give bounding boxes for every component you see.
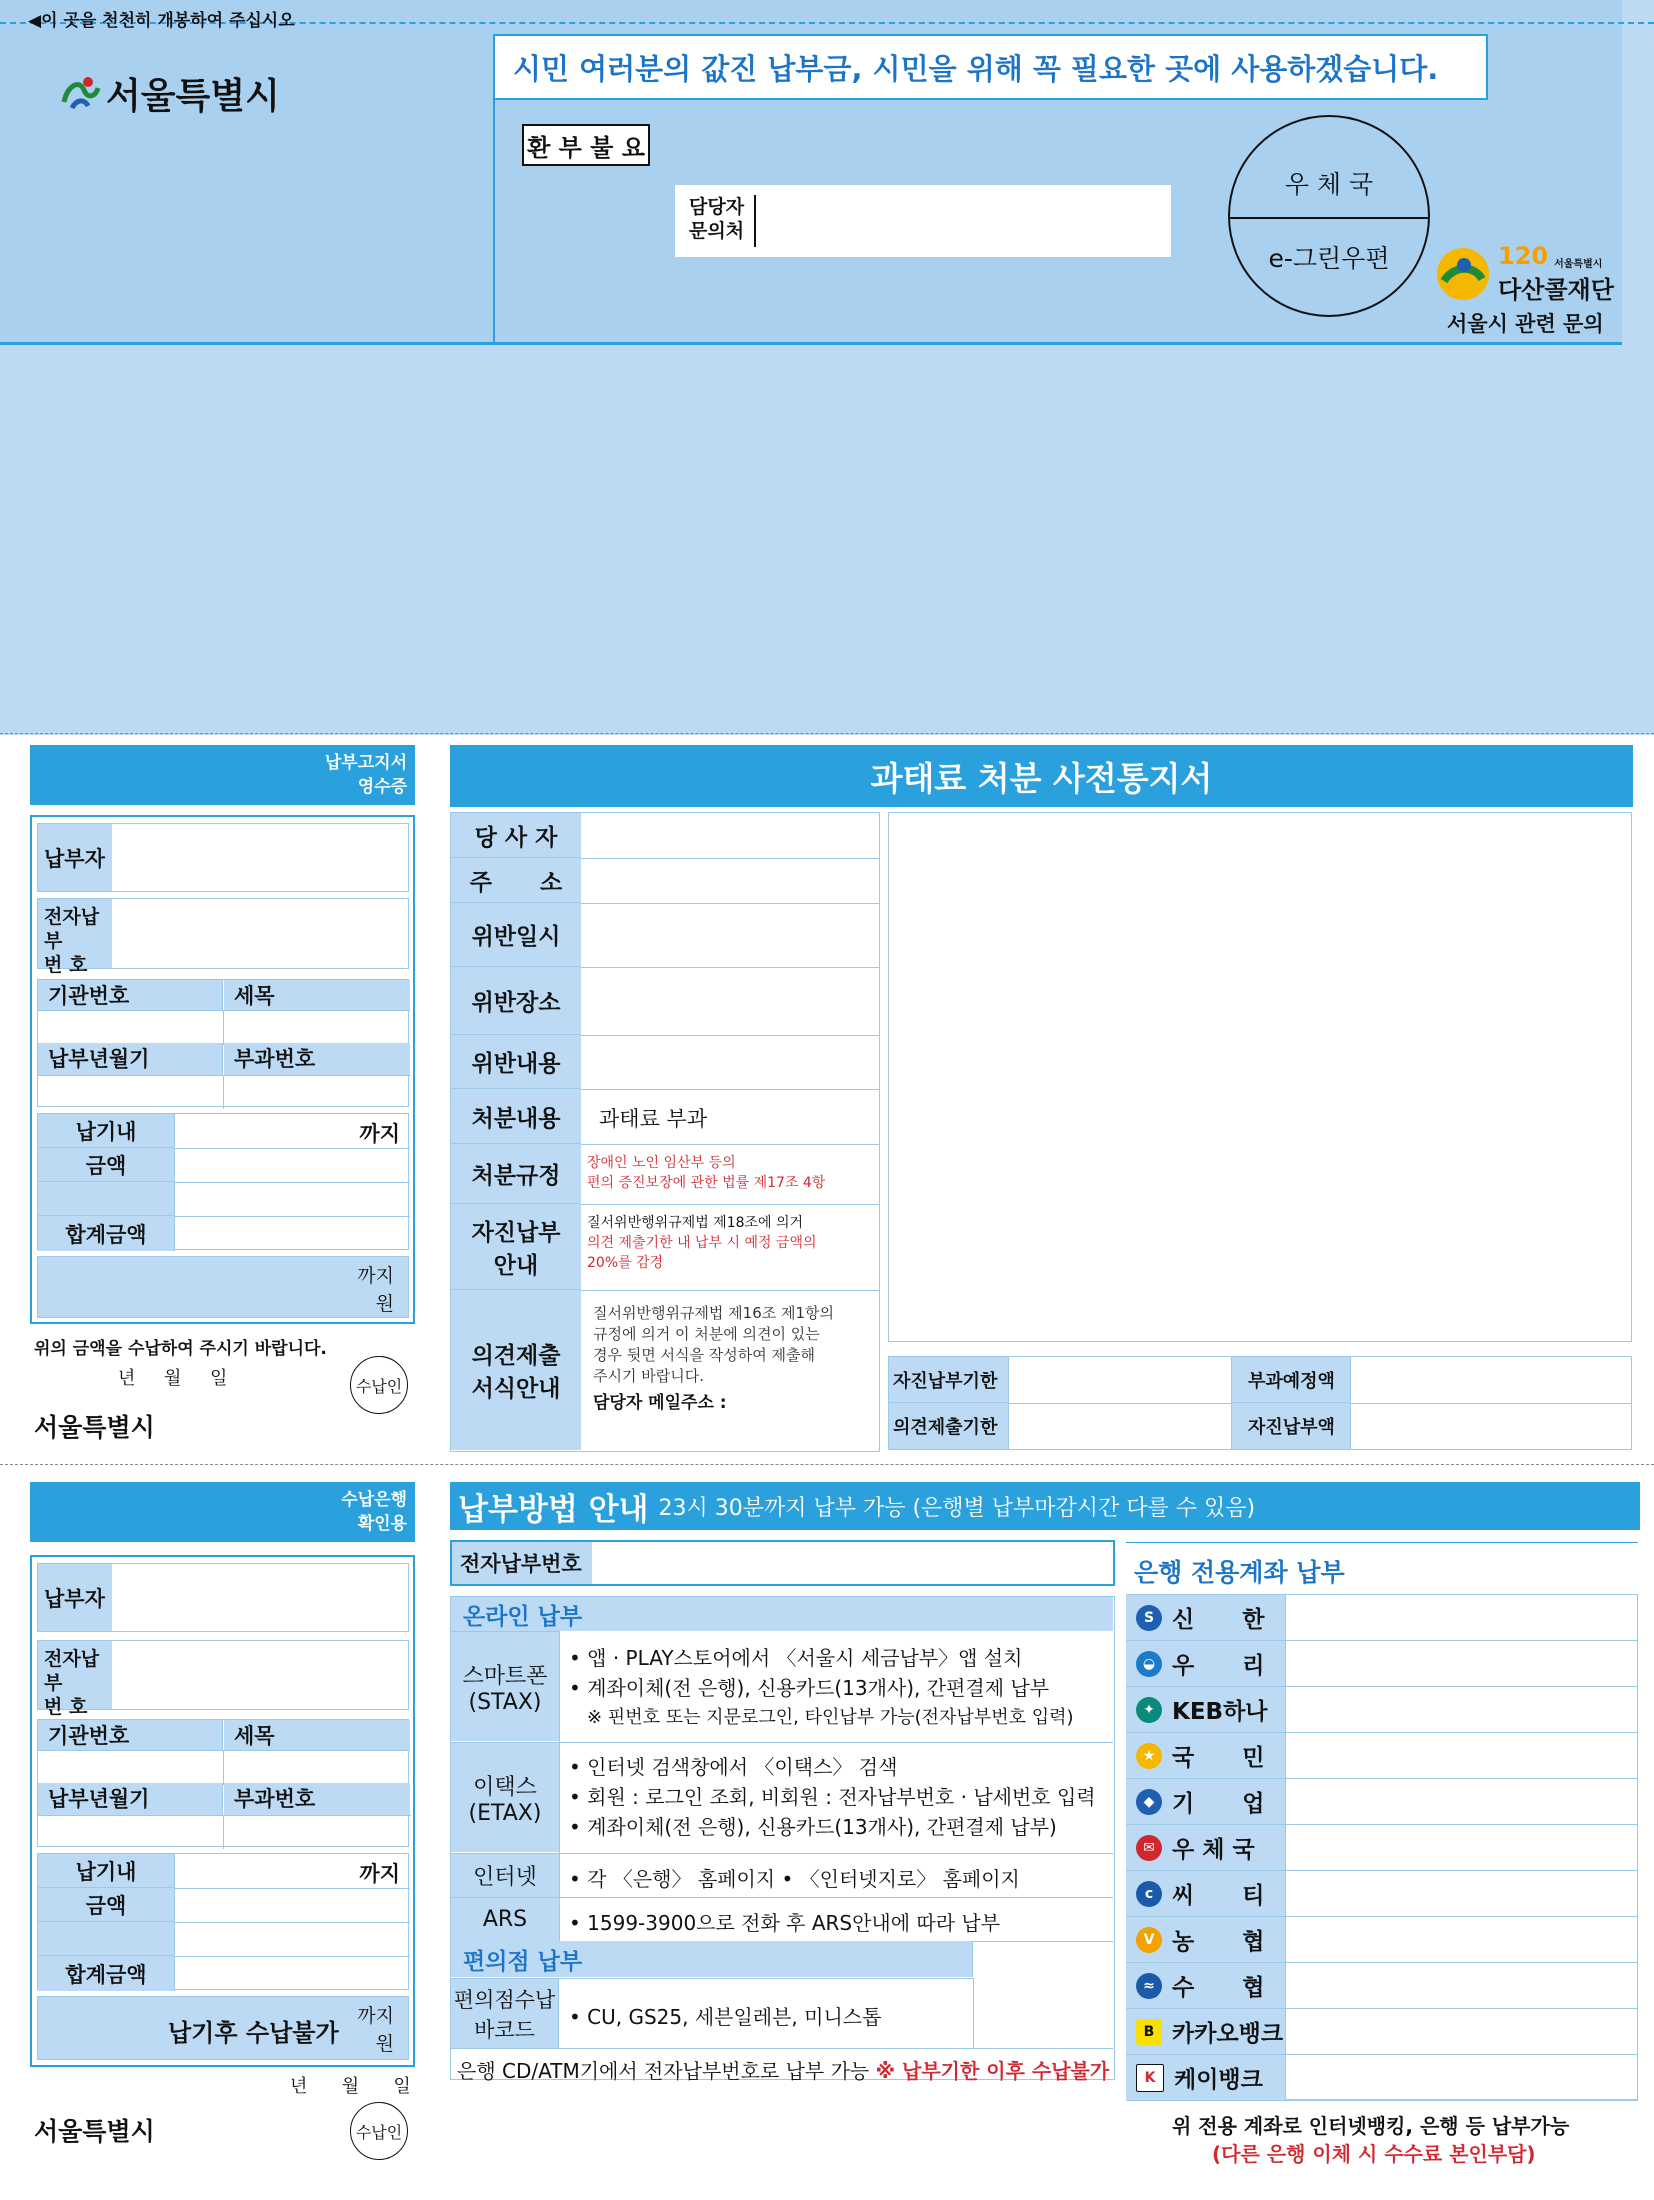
receipt2-elec-label <box>38 1641 112 1718</box>
slogan-text: 시민 여러분의 값진 납부금, 시민을 위해 꼭 필요한 곳에 사용하겠습니다. <box>513 51 1439 86</box>
receipt2-elec-row <box>37 1640 409 1718</box>
notice-opinion-text-4: 주시기 바랍니다. <box>593 1367 704 1385</box>
receipt2-due-label: 납기내 <box>38 1854 175 1888</box>
receipt1-levy-label: 부과번호 <box>224 1043 410 1075</box>
bank-row <box>1126 1595 1638 1641</box>
contact-label-2: 문의처 <box>689 220 745 242</box>
post-logo-icon: ✉ <box>1136 1835 1162 1861</box>
fold-line-2 <box>0 1464 1654 1465</box>
payment-smartphone-label-2: (STAX) <box>468 1689 542 1715</box>
receipt1-due-label: 납기내 <box>38 1114 175 1148</box>
bank-name: 기 업 <box>1172 1791 1265 1817</box>
bank-row <box>1126 1963 1638 2009</box>
payment-store-label <box>451 1978 559 2048</box>
receipt1-header-2: 영수증 <box>357 777 407 797</box>
dasan-number: 120 <box>1498 242 1549 270</box>
notice-viol-date-label: 위반일시 <box>451 903 581 967</box>
receipt1-stamp: 수납인 <box>350 1356 408 1414</box>
payment-atm-warn: ※ 납부기한 이후 수납불가 <box>875 2059 1110 2083</box>
city-name: 서울특별시 <box>106 76 280 117</box>
receipt2-header-2: 확인용 <box>357 1514 407 1534</box>
ibk-logo-icon: ◆ <box>1136 1789 1162 1815</box>
dasan-name: 다산콜재단 <box>1498 276 1614 304</box>
receipt2-org-label: 기관번호 <box>38 1720 223 1750</box>
notice-opinion-label-2: 서식안내 <box>471 1376 561 1402</box>
receipt2-total-label: 합계금액 <box>38 1956 175 1991</box>
slogan-vline <box>493 100 495 345</box>
payment-online-header: 온라인 납부 <box>451 1597 1113 1631</box>
receipt2-header-1: 수납은행 <box>341 1490 407 1510</box>
receipt2-elec-label-1: 전자납부 <box>44 1648 100 1694</box>
bank-name-cell <box>1126 1871 1286 1916</box>
payment-title: 납부방법 안내 <box>458 1491 649 1528</box>
receipt1-taxitem-label: 세목 <box>224 980 410 1010</box>
notice-opinion-text-1: 질서위반행위규제법 제16조 제1항의 <box>593 1304 835 1322</box>
receipt2-yearmonth-label: 납부년월기 <box>38 1783 223 1815</box>
receipt1-elec-label <box>38 899 112 976</box>
receipt1-payer-label: 납부자 <box>38 824 112 891</box>
notice-opinion-deadline-label: 의견제출기한 <box>889 1403 1009 1449</box>
receipt1-city: 서울특별시 <box>34 1413 155 1442</box>
receipt1-grid <box>37 979 409 1107</box>
notice-disp-content-label: 처분내용 <box>451 1089 581 1144</box>
payment-header <box>450 1482 1640 1530</box>
bank-row <box>1126 1733 1638 1779</box>
bank-name-cell <box>1126 2055 1286 2100</box>
payment-online-box <box>450 1596 1115 2083</box>
payment-etax-l3: • 계좌이체(전 은행), 신용카드(13개사), 간편결제 납부) <box>569 1815 1057 1839</box>
receipt1-header <box>30 745 415 805</box>
kbank-logo-icon: K <box>1136 2064 1164 2092</box>
receipt1-won: 원 <box>375 1293 394 1315</box>
notice-table <box>450 812 880 1452</box>
receipt2-date: 년 월 일 <box>290 2076 411 2097</box>
payment-etax-label-1: 이택스 <box>473 1774 537 1800</box>
bank-name: 케이뱅크 <box>1174 2067 1263 2093</box>
receipt1-until2: 까지 <box>357 1265 394 1287</box>
receipt2-taxitem-label: 세목 <box>224 1720 410 1750</box>
bank-name-cell <box>1126 1687 1286 1732</box>
receipt1-org-label: 기관번호 <box>38 980 223 1010</box>
postage-circle <box>1228 115 1430 317</box>
receipt1-header-1: 납부고지서 <box>324 753 407 773</box>
payment-title-sub: 23시 30분까지 납부 가능 (은행별 납부마감시간 다를 수 있음) <box>658 1495 1256 1521</box>
bank-name: 신 한 <box>1172 1607 1265 1633</box>
notice-disp-value: 과태료 부과 <box>599 1107 708 1131</box>
bank-row <box>1126 1779 1638 1825</box>
notice-viol-content-label: 위반내용 <box>451 1035 581 1089</box>
payment-smartphone-label <box>451 1631 559 1741</box>
bank-title: 은행 전용계좌 납부 <box>1134 1558 1345 1587</box>
bank-name: 카카오뱅크 <box>1172 2021 1284 2047</box>
bank-note-2: (다른 은행 이체 시 수수료 본인부담) <box>1212 2142 1536 2166</box>
notice-voluntary-label <box>451 1204 581 1290</box>
notice-bottom-grid <box>888 1356 1632 1450</box>
notice-party-label: 당 사 자 <box>451 813 581 858</box>
notice-opinion-text-3: 경우 뒷면 서식을 작성하여 제출해 <box>593 1346 815 1364</box>
receipt2-blank-label <box>38 1922 175 1956</box>
notice-email-label: 담당자 메일주소 : <box>593 1393 727 1413</box>
receipt2-won: 원 <box>375 2033 394 2055</box>
payment-smart-l2: • 계좌이체(전 은행), 신용카드(13개사), 간편결제 납부 <box>569 1676 1050 1700</box>
dasan-small: 서울특별시 <box>1554 259 1603 270</box>
bank-row <box>1126 1687 1638 1733</box>
receipt1-payer-row <box>37 823 409 892</box>
receipt1-total-box <box>37 1256 409 1318</box>
payment-atm-text <box>457 2055 1109 2084</box>
bank-row <box>1126 1871 1638 1917</box>
receipt2-amount-label: 금액 <box>38 1888 175 1922</box>
payment-smart-l1: • 앱 · PLAY스토어에서 〈서울시 세금납부〉앱 설치 <box>569 1646 1023 1670</box>
bank-name-cell <box>1126 1641 1286 1686</box>
receipt1-blank-label <box>38 1182 175 1216</box>
bank-name: 수 협 <box>1172 1975 1265 2001</box>
notice-title: 과태료 처분 사전통지서 <box>870 758 1213 798</box>
notice-viol-place-label: 위반장소 <box>451 967 581 1035</box>
kakaobank-logo-icon: B <box>1136 2019 1162 2045</box>
notice-address-label: 주 소 <box>451 858 581 903</box>
receipt2-total-box <box>37 1996 409 2060</box>
bank-note-1: 위 전용 계좌로 인터넷뱅킹, 은행 등 납부가능 <box>1172 2114 1570 2138</box>
payment-internet-text: • 각 〈은행〉 홈페이지 • 〈인터넷지로〉 홈페이지 <box>569 1867 1020 1891</box>
payment-store-header: 편의점 납부 <box>451 1941 973 1977</box>
notice-scheduled-label: 부과예정액 <box>1231 1357 1351 1403</box>
notice-voluntary-label-2: 안내 <box>493 1252 539 1279</box>
payment-etax-l2: • 회원 : 로그인 조회, 비회원 : 전자납부번호 · 납세번호 입력 <box>569 1785 1096 1809</box>
receipt2-levy-label: 부과번호 <box>224 1783 410 1815</box>
dasan-logo <box>1434 242 1614 305</box>
payment-store-label-1: 편의점수납 <box>453 1987 556 2012</box>
nh-logo-icon: V <box>1136 1927 1162 1953</box>
notice-disp-rule-text-2: 편의 증진보장에 관한 법률 제17조 4항 <box>587 1175 826 1191</box>
bank-row <box>1126 2009 1638 2055</box>
receipt1-elec-row <box>37 898 409 976</box>
notice-voluntary-text-3: 20%를 감경 <box>587 1255 664 1271</box>
receipt2-payer-label: 납부자 <box>38 1564 112 1631</box>
woori-logo-icon: ◒ <box>1136 1651 1162 1677</box>
fold-line-1 <box>0 733 1654 734</box>
bank-name: 우 체 국 <box>1172 1837 1255 1863</box>
notice-disp-rule-label: 처분규정 <box>451 1144 581 1204</box>
contact-box <box>675 185 1171 257</box>
receipt1-date: 년 월 일 <box>118 1368 228 1389</box>
receipt2-after-due: 납기후 수납불가 <box>168 2019 339 2047</box>
receipt1-total-label: 합계금액 <box>38 1216 175 1251</box>
payment-etax-l1: • 인터넷 검색창에서 〈이택스〉 검색 <box>569 1755 898 1779</box>
dasan-logo-icon <box>1434 245 1492 303</box>
slogan-box <box>493 34 1488 100</box>
bank-name-cell <box>1126 2009 1286 2054</box>
receipt2-until: 까지 <box>359 1862 400 1886</box>
bank-name-cell <box>1126 1733 1286 1778</box>
bank-name: 국 민 <box>1172 1745 1265 1771</box>
citi-logo-icon: c <box>1136 1881 1162 1907</box>
contact-label-1: 담당자 <box>689 196 745 218</box>
hana-logo-icon: ✦ <box>1136 1697 1162 1723</box>
notice-voluntary-text-1: 질서위반행위규제법 제18조에 의거 <box>587 1215 804 1231</box>
payment-elec-label: 전자납부번호 <box>452 1542 592 1584</box>
receipt2-header <box>30 1482 415 1542</box>
receipt2-until2: 까지 <box>357 2005 394 2027</box>
bank-name: KEB하나 <box>1172 1699 1268 1725</box>
bank-name: 우 리 <box>1172 1653 1265 1679</box>
receipt2-city: 서울특별시 <box>34 2117 155 2146</box>
receipt1-elec-label-1: 전자납부 <box>44 906 100 952</box>
notice-header <box>450 745 1633 807</box>
notice-voluntary-text-2: 의견 제출기한 내 납부 시 예정 금액의 <box>587 1235 817 1251</box>
bank-title-line <box>1126 1542 1638 1543</box>
receipt1-until: 까지 <box>359 1122 400 1146</box>
notice-opinion-text-2: 규정에 의거 이 처분에 의견이 있는 <box>593 1325 820 1343</box>
bank-row <box>1126 1917 1638 1963</box>
notice-opinion-label <box>451 1290 581 1450</box>
open-notice: ◀이 곳을 천천히 개봉하여 주십시오 <box>28 11 295 31</box>
payment-internet-label: 인터넷 <box>451 1853 559 1897</box>
bank-name-cell <box>1126 1963 1286 2008</box>
notice-vol-amount-label: 자진납부액 <box>1231 1403 1351 1449</box>
receipt1-elec-label-2: 번 호 <box>44 954 88 976</box>
payment-smart-l3: ※ 핀번호 또는 지문로그인, 타인납부 가능(전자납부번호 입력) <box>587 1707 1074 1728</box>
receipt1-amount-label: 금액 <box>38 1148 175 1182</box>
payment-smartphone-label-1: 스마트폰 <box>462 1663 548 1689</box>
payment-ars-text: • 1599-3900으로 전화 후 ARS안내에 따라 납부 <box>569 1911 1001 1935</box>
receipt2-grid <box>37 1719 409 1847</box>
notice-photo-box <box>888 812 1632 1342</box>
payment-store-text: • CU, GS25, 세븐일레븐, 미니스톱 <box>569 2005 882 2029</box>
bank-name-cell <box>1126 1825 1286 1870</box>
notice-voluntary-label-1: 자진납부 <box>471 1219 561 1246</box>
notice-vol-deadline-label: 자진납부기한 <box>889 1357 1009 1403</box>
bank-name-cell <box>1126 1595 1286 1640</box>
shinhan-logo-icon: S <box>1136 1605 1162 1631</box>
payment-elec-box <box>450 1540 1115 1586</box>
bank-name-cell <box>1126 1917 1286 1962</box>
receipt2-elec-label-2: 번 호 <box>44 1696 88 1718</box>
bank-row <box>1126 1641 1638 1687</box>
seoul-logo <box>58 68 280 119</box>
payment-etax-label-2: (ETAX) <box>468 1800 542 1826</box>
payment-atm-label: 은행 CD/ATM기에서 전자납부번호로 납부 가능 <box>457 2059 870 2083</box>
receipt2-stamp: 수납인 <box>350 2102 408 2160</box>
payment-etax-label <box>451 1742 559 1852</box>
seoul-logo-icon <box>58 72 102 116</box>
postage-bottom: e-그린우편 <box>1268 244 1390 273</box>
receipt1-yearmonth-label: 납부년월기 <box>38 1043 223 1075</box>
payment-ars-label: ARS <box>451 1897 559 1941</box>
receipt1-amount-grid <box>37 1113 409 1250</box>
payment-etax-text <box>569 1752 1096 1842</box>
postage-top: 우 체 국 <box>1284 170 1374 199</box>
refund-stamp: 환 부 불 요 <box>522 124 650 166</box>
notice-voluntary-text <box>587 1213 817 1273</box>
suhyup-logo-icon: ≈ <box>1136 1973 1162 1999</box>
kb-logo-icon: ★ <box>1136 1743 1162 1769</box>
notice-disp-rule-text <box>587 1153 825 1193</box>
payment-smartphone-text <box>569 1643 1074 1733</box>
notice-opinion-text <box>593 1303 834 1414</box>
notice-opinion-label-1: 의견제출 <box>471 1343 561 1369</box>
receipt2-payer-row <box>37 1563 409 1632</box>
bank-name: 씨 티 <box>1172 1883 1265 1909</box>
notice-disp-rule-text-1: 장애인 노인 임산부 등의 <box>587 1155 736 1171</box>
payment-store-label-2: 바코드 <box>474 2017 535 2042</box>
bank-name-cell <box>1126 1779 1286 1824</box>
receipt2-amount-grid <box>37 1853 409 1990</box>
receipt1-request: 위의 금액을 수납하여 주시기 바랍니다. <box>34 1339 327 1359</box>
dasan-caption: 서울시 관련 문의 <box>1447 312 1604 336</box>
bank-row <box>1126 1825 1638 1871</box>
bank-name: 농 협 <box>1172 1929 1265 1955</box>
bank-row <box>1126 2055 1638 2101</box>
